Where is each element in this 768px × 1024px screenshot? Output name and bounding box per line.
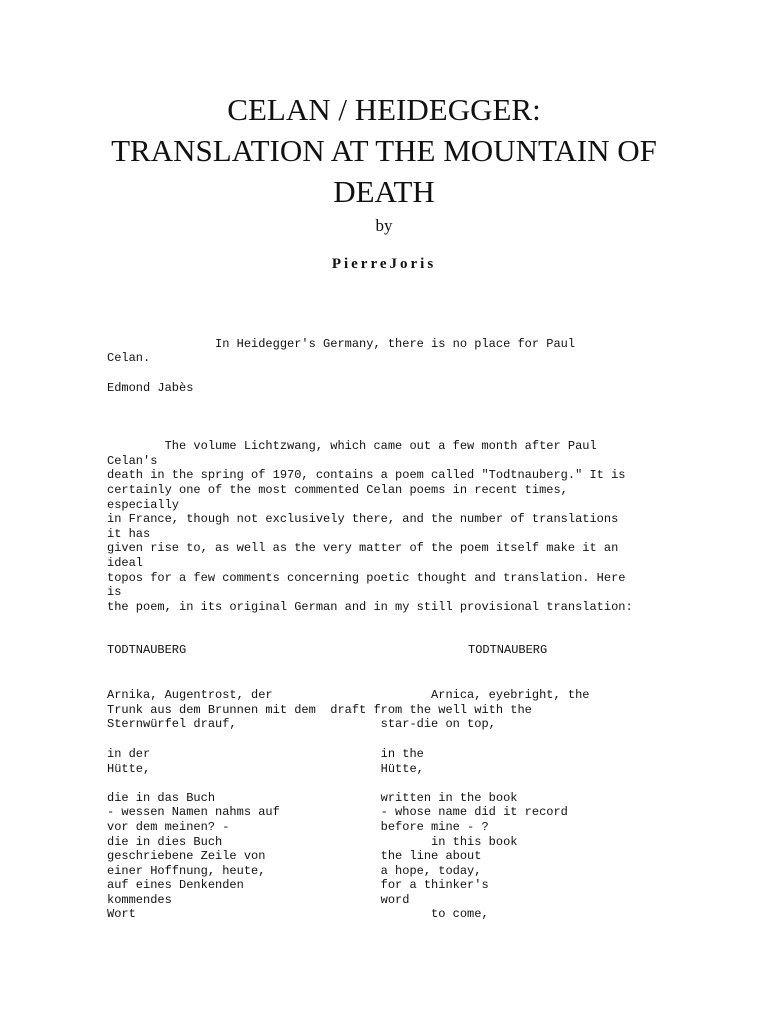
body-line: it has: [107, 527, 151, 541]
body-line: death in the spring of 1970, contains a poem called "Todtnauberg." It is: [107, 468, 626, 482]
poem-line: geschriebene Zeile von the line about: [107, 849, 482, 863]
poem-line: in der in the: [107, 747, 424, 761]
epigraph-attribution: Edmond Jabès: [107, 381, 194, 395]
poem-line: Arnika, Augentrost, der Arnica, eyebright, the: [107, 688, 590, 702]
title-line-2: TRANSLATION AT THE MOUNTAIN OF: [111, 133, 657, 168]
body-line: Celan's: [107, 454, 158, 468]
poem-line: vor dem meinen? - before mine - ?: [107, 820, 489, 834]
poem-title-english: TODTNAUBERG: [468, 643, 548, 657]
body-line: the poem, in its original German and in my still provisional translation:: [107, 600, 633, 614]
poem-line: Wort to come,: [107, 907, 489, 921]
poem-title-german: TODTNAUBERG: [107, 643, 187, 657]
poem-line: einer Hoffnung, heute, a hope, today,: [107, 864, 482, 878]
title-line-3: DEATH: [333, 174, 435, 209]
poem-line: Sternwürfel drauf, star-die on top,: [107, 717, 496, 731]
poem-line: kommendes word: [107, 893, 410, 907]
document-title: [0, 89, 768, 212]
body-line: in France, though not exclusively there, and the number of translations: [107, 512, 619, 526]
poem-line: die in dies Buch in this book: [107, 835, 518, 849]
poem-line: die in das Buch written in the book: [107, 791, 518, 805]
byline: by: [375, 216, 393, 235]
poem-line: - wessen Namen nahms auf - whose name did it record: [107, 805, 568, 819]
poem-line: auf eines Denkenden for a thinker's: [107, 878, 489, 892]
poem-line: Trunk aus dem Brunnen mit dem draft from the well with the: [107, 703, 532, 717]
body-line: given rise to, as well as the very matter of the poem itself make it an: [107, 541, 619, 555]
body-line: is: [107, 585, 122, 599]
author-name: PierreJoris: [331, 256, 437, 272]
epigraph-quote-line-1: In Heidegger's Germany, there is no place for Paul: [107, 337, 576, 351]
body-line: certainly one of the most commented Celan poems in recent times,: [107, 483, 568, 497]
title-line-1: CELAN / HEIDEGGER:: [227, 92, 541, 127]
poem-line: Hütte, Hütte,: [107, 762, 424, 776]
body-line: The volume Lichtzwang, which came out a few month after Paul: [107, 439, 597, 453]
epigraph-quote-line-2: Celan.: [107, 351, 151, 365]
body-line: especially: [107, 498, 180, 512]
body-line: ideal: [107, 556, 144, 570]
body-line: topos for a few comments concerning poetic thought and translation. Here: [107, 571, 626, 585]
